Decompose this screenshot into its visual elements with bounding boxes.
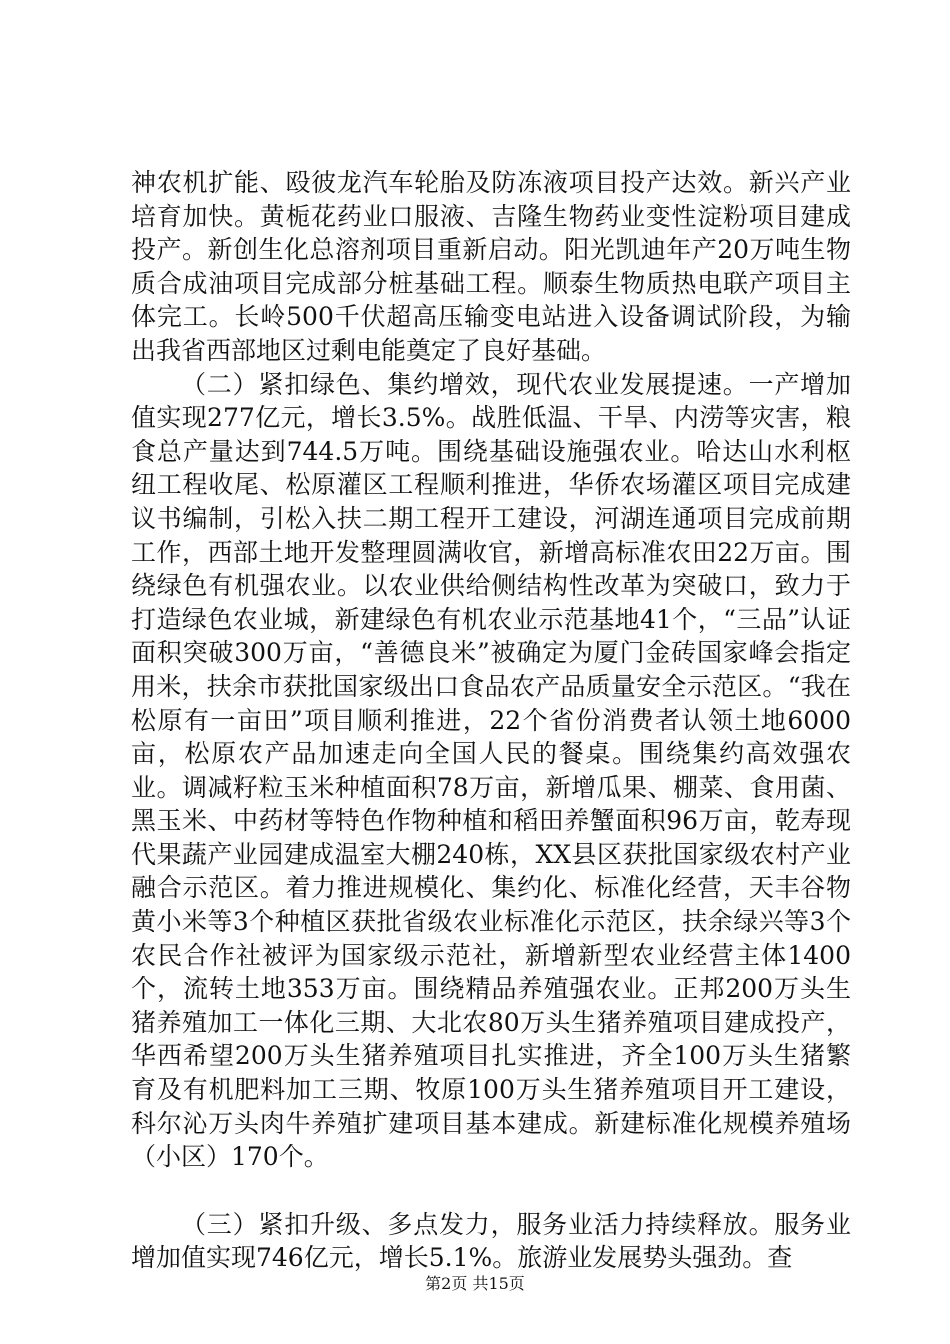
paragraph-services: （三）紧扣升级、多点发力，服务业活力持续释放。服务业增加值实现746亿元，增长5.1%。旅游业发展势头强劲。查: [131, 1209, 851, 1273]
paragraph-agriculture: （二）紧扣绿色、集约增效，现代农业发展提速。一产增加值实现277亿元，增长3.5%。战胜低温、干旱、内涝等灾害，粮食总产量达到744.5万吨。围绕基础设施强农业。哈达山水利枢纽工程收尾、松原灌区工程顺利推进，华侨农场灌区项目完成建议书编制，引松入扶二期工程开工建设，河湖连通项目完成前期工作，西部土地开发整理圆满收官，新增高标准农田22万亩。围绕绿色有机强农业。以农业供给侧结构性改革为突破口，致力于打造绿色农业城，新建绿色有机农业示范基地41个，“三品”认证面积突破300万亩，“善德良米”被确定为厦门金砖国家峰会指定用米，扶余市获批国家级出口食品农产品质量安全示范区。“我在松原有一亩田”项目顺利推进，22个省份消费者认领土地6000亩，松原农产品加速走向全国人民的餐桌。围绕集约高效强农业。调减籽粒玉米种植面积78万亩，新增瓜果、棚菜、食用菌、黑玉米、中药材等特色作物种植和稻田养蟹面积96万亩，乾寿现代果蔬产业园建成温室大棚240栋，XX县区获批国家级农村产业融合示范区。着力推进规模化、集约化、标准化经营，天丰谷物黄小米等3个种植区获批省级农业标准化示范区，扶余绿兴等3个农民合作社被评为国家级示范社，新增新型农业经营主体1400个，流转土地353万亩。围绕精品养殖强农业。正邦200万头生猪养殖加工一体化三期、大北农80万头生猪养殖项目建成投产，华西希望200万头生猪养殖项目扎实推进，齐全100万头生猪繁育及有机肥料加工三期、牧原100万头生猪养殖项目开工建设，科尔沁万头肉牛养殖扩建项目基本建成。新建标准化规模养殖场（小区）170个。: [131, 369, 851, 1172]
paragraph-continued: 神农机扩能、殴彼龙汽车轮胎及防冻液项目投产达效。新兴产业培育加快。黄栀花药业口服液、吉隆生物药业变性淀粉项目建成投产。新创生化总溶剂项目重新启动。阳光凯迪年产20万吨生物质合成油项目完成部分桩基础工程。顺泰生物质热电联产项目主体完工。长岭500千伏超高压输变电站进入设备调试阶段，为输出我省西部地区过剩电能奠定了良好基础。: [131, 168, 851, 365]
page-number: 第2页 共15页: [425, 1274, 525, 1293]
document-body: [131, 166, 851, 1275]
